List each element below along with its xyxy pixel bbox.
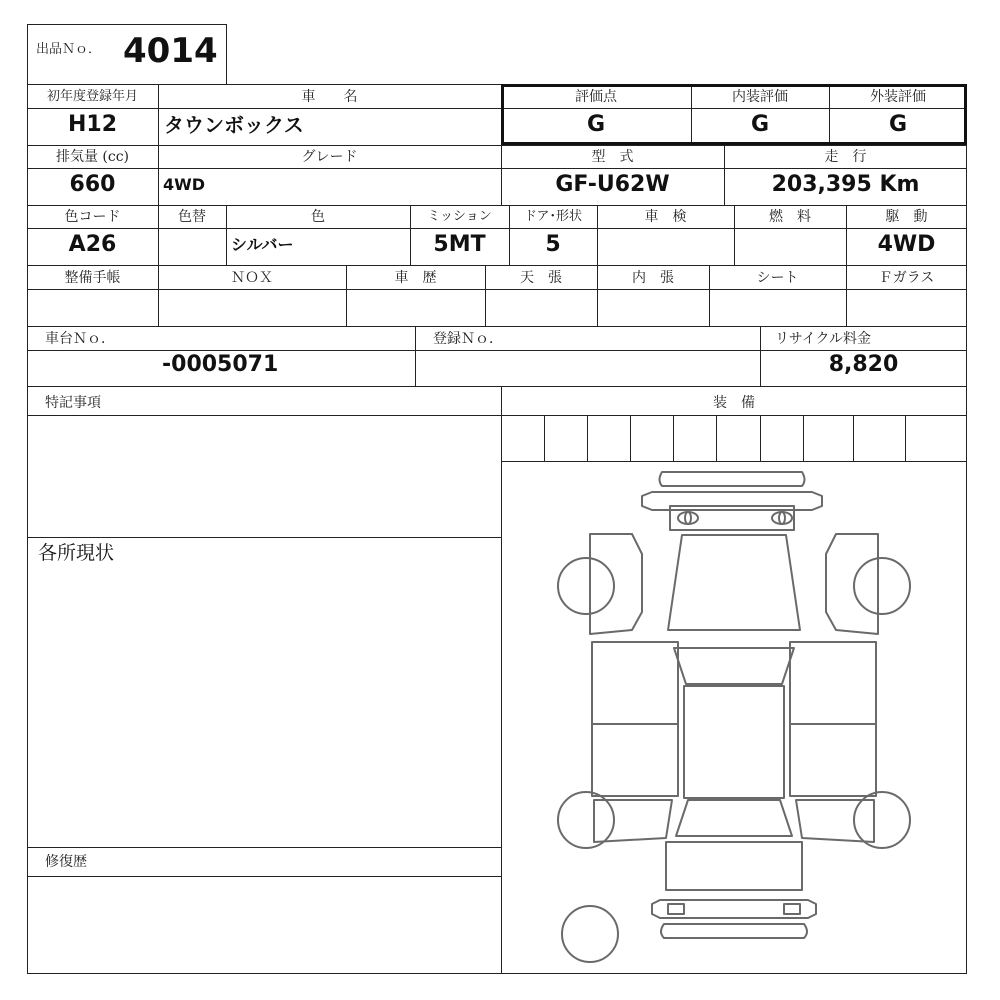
recycle-label: リサイクル料金 xyxy=(775,331,872,347)
vehicle-diagram xyxy=(502,462,966,973)
drive-value: 4WD xyxy=(877,232,936,257)
interior-grade-label: 内装評価 xyxy=(732,89,788,105)
fglass-label: Ｆガラス xyxy=(878,270,935,286)
equipment-label: 装 備 xyxy=(713,395,755,411)
inspection-label: 車 検 xyxy=(644,209,687,225)
score-value: G xyxy=(586,112,606,137)
history-label: 車 歴 xyxy=(394,270,437,286)
first-reg-value: H12 xyxy=(67,112,118,137)
lot-number-box xyxy=(27,24,227,85)
lot-number-label: 出品Ｎｏ． xyxy=(36,42,102,57)
displacement-value: 660 xyxy=(69,172,116,197)
model-value: GF-U62W xyxy=(555,172,670,197)
doors-label: ドア･形状 xyxy=(523,209,583,224)
mileage-value: 203,395 Km xyxy=(771,172,920,197)
first-reg-label: 初年度登録年月 xyxy=(46,89,138,104)
exterior-grade-label: 外装評価 xyxy=(870,89,926,105)
color-label: 色 xyxy=(311,209,325,225)
recycle-value: 8,820 xyxy=(828,352,899,377)
mission-label: ミッション xyxy=(427,209,492,224)
car-name-label: 車 名 xyxy=(301,89,358,105)
mileage-label: 走 行 xyxy=(824,149,867,165)
model-label: 型 式 xyxy=(591,149,634,165)
doors-value: 5 xyxy=(545,232,561,257)
interior-grade-value: G xyxy=(750,112,770,137)
condition-label: 各所現状 xyxy=(38,542,115,564)
color-code-value: A26 xyxy=(68,232,117,257)
chassis-label: 車台Ｎｏ． xyxy=(45,331,115,347)
drive-label: 駆 動 xyxy=(885,209,928,225)
grade-label: グレード xyxy=(301,149,358,165)
fuel-label: 燃 料 xyxy=(769,209,811,225)
interior-trim-label: 内 張 xyxy=(632,270,674,286)
lot-number-value: 4014 xyxy=(123,31,218,71)
registration-label: 登録Ｎｏ． xyxy=(433,331,503,347)
exterior-grade-value: G xyxy=(888,112,908,137)
repair-history-label: 修復歴 xyxy=(45,854,87,870)
color-code-label: 色コード xyxy=(64,209,121,225)
chassis-value: -0005071 xyxy=(162,352,279,377)
nox-label: ＮＯＸ xyxy=(231,270,273,286)
grade-value: 4WD xyxy=(163,175,206,194)
special-notes-label: 特記事項 xyxy=(45,395,101,411)
mission-value: 5MT xyxy=(433,232,486,257)
color-change-label: 色替 xyxy=(178,209,206,225)
roof-label: 天 張 xyxy=(520,270,562,286)
car-name-value: タウンボックス xyxy=(164,113,304,137)
seat-label: シート xyxy=(756,270,799,286)
score-label: 評価点 xyxy=(575,89,617,105)
maintenance-label: 整備手帳 xyxy=(64,270,121,286)
color-value: シルバー xyxy=(231,235,294,254)
displacement-label: 排気量 (cc) xyxy=(55,149,130,165)
